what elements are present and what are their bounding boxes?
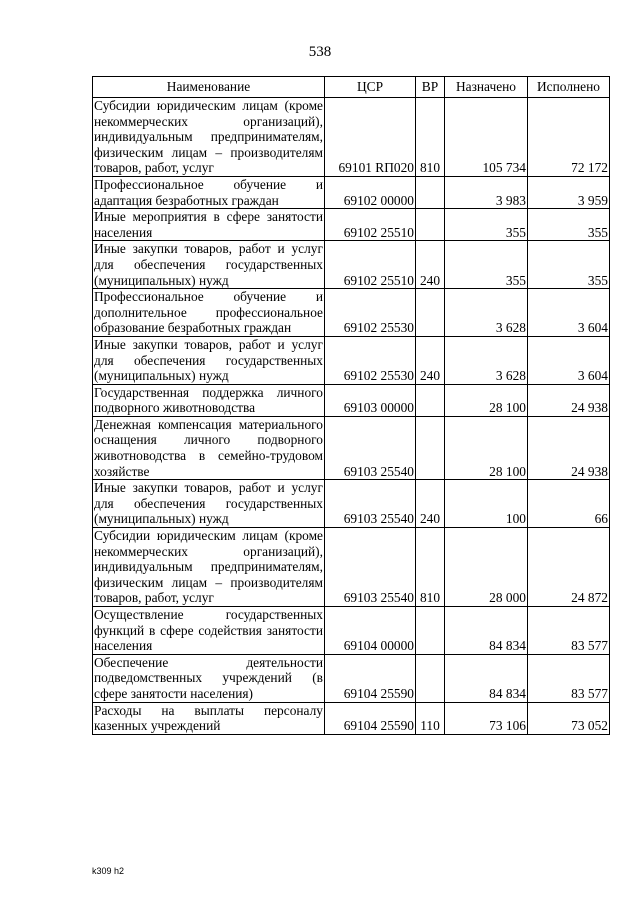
row-vr bbox=[416, 384, 445, 416]
row-assigned: 73 106 bbox=[445, 702, 528, 734]
row-assigned: 28 100 bbox=[445, 416, 528, 479]
row-executed: 83 577 bbox=[528, 654, 610, 702]
row-vr: 240 bbox=[416, 336, 445, 384]
row-assigned: 84 834 bbox=[445, 654, 528, 702]
header-vr: ВР bbox=[416, 77, 445, 98]
row-name: Профессиональное обучение и адаптация безработных граждан bbox=[94, 176, 323, 208]
table-row bbox=[93, 98, 610, 177]
row-name: Государственная поддержка личного подворного животноводства bbox=[94, 384, 323, 416]
row-executed: 73 052 bbox=[528, 702, 610, 734]
row-assigned: 28 100 bbox=[445, 384, 528, 416]
row-vr: 810 bbox=[416, 528, 445, 607]
row-name: Денежная компенсация материального оснащения личного подворного животноводства в семейно-трудовом хозяйстве bbox=[94, 416, 323, 479]
row-csr: 69102 25530 bbox=[325, 289, 416, 337]
table-row bbox=[93, 480, 610, 528]
row-csr: 69104 00000 bbox=[325, 607, 416, 655]
table-row bbox=[93, 654, 610, 702]
row-assigned: 3 628 bbox=[445, 289, 528, 337]
row-executed: 24 872 bbox=[528, 528, 610, 607]
table-row bbox=[93, 416, 610, 479]
row-executed: 3 604 bbox=[528, 289, 610, 337]
row-assigned: 28 000 bbox=[445, 528, 528, 607]
row-name: Субсидии юридическим лицам (кроме некоммерческих организаций), индивидуальным предпринимателям, физическим лицам – производителям товаров, работ, услуг bbox=[94, 528, 323, 606]
footer-code: k309 h2 bbox=[92, 866, 125, 876]
row-csr: 69103 25540 bbox=[325, 528, 416, 607]
row-csr: 69102 25510 bbox=[325, 241, 416, 289]
row-assigned: 355 bbox=[445, 209, 528, 241]
budget-table bbox=[92, 76, 610, 735]
row-csr: 69103 00000 bbox=[325, 384, 416, 416]
page-number: 538 bbox=[308, 44, 332, 60]
header-assigned: Назначено bbox=[445, 77, 528, 98]
row-vr bbox=[416, 607, 445, 655]
table-row bbox=[93, 702, 610, 734]
row-vr bbox=[416, 209, 445, 241]
row-vr: 240 bbox=[416, 241, 445, 289]
row-assigned: 355 bbox=[445, 241, 528, 289]
row-csr: 69101 RП020 bbox=[325, 98, 416, 177]
table-row bbox=[93, 241, 610, 289]
row-csr: 69102 25510 bbox=[325, 209, 416, 241]
row-csr: 69104 25590 bbox=[325, 654, 416, 702]
table-row bbox=[93, 384, 610, 416]
row-csr: 69103 25540 bbox=[325, 416, 416, 479]
row-name: Иные мероприятия в сфере занятости населения bbox=[94, 209, 323, 240]
row-executed: 355 bbox=[528, 241, 610, 289]
row-vr: 110 bbox=[416, 702, 445, 734]
header-name: Наименование bbox=[93, 77, 325, 98]
row-vr bbox=[416, 416, 445, 479]
row-vr bbox=[416, 289, 445, 337]
row-executed: 355 bbox=[528, 209, 610, 241]
table-row bbox=[93, 209, 610, 241]
row-csr: 69102 25530 bbox=[325, 336, 416, 384]
header-csr: ЦСР bbox=[325, 77, 416, 98]
table-row bbox=[93, 607, 610, 655]
row-assigned: 3 983 bbox=[445, 176, 528, 208]
row-name: Осуществление государственных функций в сфере содействия занятости населения bbox=[94, 607, 323, 654]
table-row bbox=[93, 528, 610, 607]
row-executed: 83 577 bbox=[528, 607, 610, 655]
row-name: Иные закупки товаров, работ и услуг для обеспечения государственных (муниципальных) нужд bbox=[94, 241, 323, 288]
row-name: Расходы на выплаты персоналу казенных учреждений bbox=[94, 702, 323, 734]
row-executed: 3 959 bbox=[528, 176, 610, 208]
row-assigned: 100 bbox=[445, 480, 528, 528]
row-name: Иные закупки товаров, работ и услуг для обеспечения государственных (муниципальных) нужд bbox=[94, 336, 323, 384]
row-name: Субсидии юридическим лицам (кроме некоммерческих организаций), индивидуальным предпринимателям, физическим лицам – производителям товаров, работ, услуг bbox=[94, 98, 323, 176]
row-executed: 24 938 bbox=[528, 416, 610, 479]
row-csr: 69104 25590 bbox=[325, 702, 416, 734]
row-executed: 66 bbox=[528, 480, 610, 528]
row-csr: 69103 25540 bbox=[325, 480, 416, 528]
row-assigned: 3 628 bbox=[445, 336, 528, 384]
row-vr bbox=[416, 654, 445, 702]
row-vr bbox=[416, 176, 445, 208]
row-vr: 240 bbox=[416, 480, 445, 528]
row-csr: 69102 00000 bbox=[325, 176, 416, 208]
table-row bbox=[93, 336, 610, 384]
row-name: Обеспечение деятельности подведомственных учреждений (в сфере занятости населения) bbox=[94, 654, 323, 701]
row-name: Иные закупки товаров, работ и услуг для обеспечения государственных (муниципальных) нужд bbox=[94, 480, 323, 527]
row-assigned: 84 834 bbox=[445, 607, 528, 655]
table-header-row bbox=[93, 77, 610, 98]
table-row bbox=[93, 289, 610, 337]
row-name: Профессиональное обучение и дополнительное профессиональное образование безработных граждан bbox=[94, 289, 323, 336]
row-vr: 810 bbox=[416, 98, 445, 177]
row-executed: 72 172 bbox=[528, 98, 610, 177]
header-executed: Исполнено bbox=[528, 77, 610, 98]
row-executed: 3 604 bbox=[528, 336, 610, 384]
row-assigned: 105 734 bbox=[445, 98, 528, 177]
table-row bbox=[93, 176, 610, 208]
row-executed: 24 938 bbox=[528, 384, 610, 416]
